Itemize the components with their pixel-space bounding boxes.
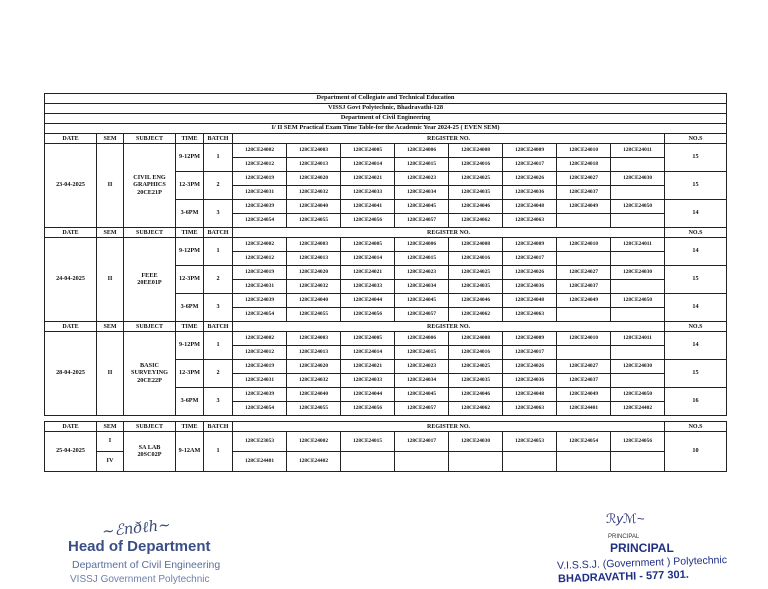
register-no-cell: 128CE24030	[611, 360, 665, 374]
register-no-cell: 128CE24014	[341, 158, 395, 172]
register-no-cell	[341, 452, 395, 472]
time-header: TIME	[176, 134, 204, 144]
time-header: TIME	[176, 322, 204, 332]
register-no-cell: 128CE24053	[503, 432, 557, 452]
sem-cell: II	[97, 238, 124, 322]
batch-header: BATCH	[204, 422, 233, 432]
subject-line: CIVIL ENG	[133, 174, 166, 182]
register-no-cell: 128CE24049	[557, 388, 611, 402]
register-no-cell: 128CE24026	[503, 266, 557, 280]
register-no-cell: 128CE24037	[557, 280, 611, 294]
register-no-cell: 128CE24018	[557, 158, 611, 172]
time-cell: 12-3PM	[176, 266, 204, 294]
register-no-cell: 128CE24055	[287, 214, 341, 228]
register-no-cell: 128CE24050	[611, 294, 665, 308]
register-no-cell: 128CE24050	[611, 388, 665, 402]
register-no-cell: 128CE24045	[395, 200, 449, 214]
count-cell: 16	[665, 388, 727, 416]
register-no-cell: 128CE24003	[287, 332, 341, 346]
register-no-cell: 128CE24031	[233, 374, 287, 388]
register-no-cell: 128CE24030	[611, 172, 665, 186]
table-row	[45, 432, 727, 452]
register-no-cell: 128CE24031	[233, 186, 287, 200]
register-no-cell	[449, 452, 503, 472]
sem-header: SEM	[97, 228, 124, 238]
register-no-cell: 128CE24025	[449, 266, 503, 280]
timetable-sheet	[44, 93, 726, 472]
register-no-cell: 128CE24039	[233, 388, 287, 402]
register-no-cell: 128CE24010	[557, 144, 611, 158]
register-no-cell: 128CE24012	[233, 252, 287, 266]
register-no-cell: 128CE24008	[449, 332, 503, 346]
time-cell: 12-3PM	[176, 360, 204, 388]
register-no-cell: 128CE24054	[233, 308, 287, 322]
register-no-cell: 128CE24033	[341, 280, 395, 294]
register-no-cell: 128CE24057	[395, 308, 449, 322]
date-header: DATE	[45, 422, 97, 432]
register-no-cell: 128CE24045	[395, 388, 449, 402]
batch-cell: 1	[204, 238, 233, 266]
register-no-cell: 128CE24017	[395, 432, 449, 452]
register-header: REGISTER NO.	[233, 228, 665, 238]
batch-cell: 3	[204, 294, 233, 322]
subject-line: SA LAB	[138, 443, 161, 451]
register-no-cell: 128CE24048	[503, 388, 557, 402]
nos-header: NO.S	[665, 134, 727, 144]
principal-small-label: PRINCIPAL	[608, 534, 640, 540]
register-no-cell: 128CE24063	[503, 402, 557, 416]
register-no-cell	[557, 452, 611, 472]
register-no-cell: 128CE24009	[503, 144, 557, 158]
count-cell: 15	[665, 266, 727, 294]
register-no-cell: 128CE24015	[395, 252, 449, 266]
subject-header: SUBJECT	[124, 134, 176, 144]
register-no-cell: 128CE23053	[233, 432, 287, 452]
register-no-cell: 128CE24401	[233, 452, 287, 472]
principal-title: PRINCIPAL	[610, 541, 674, 555]
header-line3: Department of Civil Engineering	[45, 114, 727, 124]
batch-header: BATCH	[204, 134, 233, 144]
register-no-cell: 128CE24056	[611, 432, 665, 452]
register-no-cell: 128CE24026	[503, 172, 557, 186]
batch-cell: 1	[204, 432, 233, 472]
register-no-cell	[557, 308, 611, 322]
count-cell: 14	[665, 294, 727, 322]
subject-line: BASIC	[140, 362, 159, 370]
register-no-cell: 128CE24013	[287, 158, 341, 172]
register-no-cell: 128CE24016	[449, 346, 503, 360]
nos-header: NO.S	[665, 322, 727, 332]
register-no-cell: 128CE24050	[611, 200, 665, 214]
subject-line: SURVEYING	[131, 369, 168, 377]
date-header: DATE	[45, 134, 97, 144]
register-no-cell: 128CE24006	[395, 332, 449, 346]
register-no-cell: 128CE24023	[395, 172, 449, 186]
register-no-cell: 128CE24063	[503, 308, 557, 322]
register-no-cell: 128CE24046	[449, 388, 503, 402]
nos-header: NO.S	[665, 228, 727, 238]
register-no-cell	[611, 452, 665, 472]
register-no-cell: 128CE24036	[503, 186, 557, 200]
register-no-cell: 128CE24033	[341, 186, 395, 200]
register-no-cell: 128CE24032	[287, 280, 341, 294]
time-cell: 12-3PM	[176, 172, 204, 200]
sem-header: SEM	[97, 134, 124, 144]
column-header-row	[45, 422, 727, 432]
header-line4: I/ II SEM Practical Exam Time Table-for the Academic Year 2024-25 ( EVEN SEM)	[45, 124, 727, 134]
register-no-cell: 128CE24035	[449, 280, 503, 294]
sem-cell: II	[97, 144, 124, 228]
sem-cell: I	[97, 432, 124, 452]
time-header: TIME	[176, 228, 204, 238]
register-no-cell: 128CE24014	[341, 252, 395, 266]
register-no-cell: 128CE24030	[449, 432, 503, 452]
register-no-cell: 128CE24036	[503, 280, 557, 294]
subject-line: 20SC02P	[137, 451, 162, 458]
register-no-cell: 128CE24021	[341, 172, 395, 186]
table-row	[45, 144, 727, 158]
count-cell: 14	[665, 238, 727, 266]
register-no-cell: 128CE24054	[557, 432, 611, 452]
register-no-cell: 128CE24048	[503, 294, 557, 308]
register-no-cell: 128CE24012	[233, 158, 287, 172]
register-no-cell: 128CE24032	[287, 186, 341, 200]
register-no-cell: 128CE24008	[449, 144, 503, 158]
register-header: REGISTER NO.	[233, 422, 665, 432]
register-no-cell: 128CE24048	[503, 200, 557, 214]
register-no-cell: 128CE24005	[341, 238, 395, 252]
register-no-cell: 128CE24020	[287, 172, 341, 186]
time-cell: 9-12AM	[176, 432, 204, 472]
register-no-cell: 128CE24062	[449, 214, 503, 228]
register-no-cell	[611, 346, 665, 360]
register-no-cell	[611, 308, 665, 322]
batch-cell: 3	[204, 388, 233, 416]
register-no-cell: 128CE24044	[341, 388, 395, 402]
register-no-cell: 128CE24062	[449, 402, 503, 416]
register-no-cell: 128CE24021	[341, 266, 395, 280]
register-no-cell: 128CE24012	[233, 346, 287, 360]
date-cell: 28-04-2025	[45, 332, 97, 416]
register-no-cell: 128CE24006	[395, 238, 449, 252]
count-cell: 14	[665, 332, 727, 360]
register-no-cell	[557, 252, 611, 266]
register-no-cell: 128CE24035	[449, 374, 503, 388]
hod-title: Head of Department	[68, 538, 211, 555]
batch-cell: 1	[204, 332, 233, 360]
register-no-cell: 128CE24021	[341, 360, 395, 374]
register-header: REGISTER NO.	[233, 134, 665, 144]
count-cell: 15	[665, 144, 727, 172]
register-no-cell: 128CE24016	[449, 158, 503, 172]
register-no-cell: 128CE24037	[557, 374, 611, 388]
register-no-cell: 128CE24003	[287, 144, 341, 158]
register-no-cell: 128CE24027	[557, 266, 611, 280]
subject-line: 20EE01P	[137, 279, 162, 286]
subject-header: SUBJECT	[124, 422, 176, 432]
subject-cell	[124, 332, 176, 416]
register-no-cell: 128CE24057	[395, 402, 449, 416]
register-no-cell: 128CE24010	[557, 238, 611, 252]
register-no-cell: 128CE24006	[395, 144, 449, 158]
register-no-cell: 128CE24049	[557, 200, 611, 214]
register-no-cell: 128CE24034	[395, 280, 449, 294]
register-no-cell: 128CE24023	[395, 266, 449, 280]
date-cell: 25-04-2025	[45, 432, 97, 472]
register-no-cell	[611, 374, 665, 388]
time-cell: 3-6PM	[176, 200, 204, 228]
subject-header: SUBJECT	[124, 228, 176, 238]
register-no-cell: 128CE24041	[341, 200, 395, 214]
register-no-cell: 128CE24015	[395, 158, 449, 172]
sem-cell: IV	[97, 452, 124, 472]
register-no-cell	[557, 346, 611, 360]
register-header: REGISTER NO.	[233, 322, 665, 332]
table-row	[45, 238, 727, 252]
register-no-cell: 128CE24057	[395, 214, 449, 228]
register-no-cell: 128CE24017	[503, 158, 557, 172]
register-no-cell: 128CE24055	[287, 402, 341, 416]
register-no-cell: 128CE24025	[449, 172, 503, 186]
subject-line: GRAPHICS	[133, 181, 166, 189]
register-no-cell: 128CE24014	[341, 346, 395, 360]
register-no-cell: 128CE24011	[611, 144, 665, 158]
register-no-cell: 128CE24040	[287, 294, 341, 308]
register-no-cell: 128CE24040	[287, 200, 341, 214]
register-no-cell: 128CE24054	[233, 214, 287, 228]
register-no-cell: 128CE24045	[395, 294, 449, 308]
count-cell: 10	[665, 432, 727, 472]
register-no-cell: 128CE24016	[449, 252, 503, 266]
register-no-cell	[557, 214, 611, 228]
register-no-cell: 128CE24017	[503, 346, 557, 360]
register-no-cell: 128CE24401	[557, 402, 611, 416]
time-cell: 9-12PM	[176, 144, 204, 172]
nos-header: NO.S	[665, 422, 727, 432]
register-no-cell: 128CE24013	[287, 252, 341, 266]
register-no-cell: 128CE24025	[449, 360, 503, 374]
date-header: DATE	[45, 228, 97, 238]
time-cell: 3-6PM	[176, 388, 204, 416]
register-no-cell: 128CE24044	[341, 294, 395, 308]
register-no-cell: 128CE24005	[341, 332, 395, 346]
batch-cell: 2	[204, 360, 233, 388]
register-no-cell	[611, 252, 665, 266]
register-no-cell: 128CE24011	[611, 238, 665, 252]
register-no-cell: 128CE24049	[557, 294, 611, 308]
register-no-cell: 128CE24008	[449, 238, 503, 252]
sem-header: SEM	[97, 422, 124, 432]
register-no-cell: 128CE24019	[233, 360, 287, 374]
register-no-cell: 128CE24020	[287, 266, 341, 280]
count-cell: 14	[665, 200, 727, 228]
subject-header: SUBJECT	[124, 322, 176, 332]
register-no-cell: 128CE24056	[341, 214, 395, 228]
table-row	[45, 332, 727, 346]
subject-cell	[124, 238, 176, 322]
principal-institution: V.I.S.S.J. (Government ) Polytechnic	[556, 554, 728, 572]
register-no-cell	[503, 452, 557, 472]
register-no-cell: 128CE24040	[287, 388, 341, 402]
register-no-cell: 128CE24017	[503, 252, 557, 266]
header-line2: VISSJ Govt Polytechnic, Bhadravathi-128	[45, 104, 727, 114]
register-no-cell: 128CE24034	[395, 374, 449, 388]
sem-cell: II	[97, 332, 124, 416]
register-no-cell: 128CE24034	[395, 186, 449, 200]
register-no-cell: 128CE24019	[233, 266, 287, 280]
batch-cell: 2	[204, 172, 233, 200]
time-cell: 9-12PM	[176, 332, 204, 360]
register-no-cell: 128CE24055	[287, 308, 341, 322]
register-no-cell: 128CE24036	[503, 374, 557, 388]
register-no-cell: 128CE24009	[503, 238, 557, 252]
register-no-cell: 128CE24402	[611, 402, 665, 416]
column-header-row	[45, 322, 727, 332]
time-cell: 3-6PM	[176, 294, 204, 322]
register-no-cell: 128CE24037	[557, 186, 611, 200]
batch-cell: 3	[204, 200, 233, 228]
time-cell: 9-12PM	[176, 238, 204, 266]
register-no-cell: 128CE24027	[557, 360, 611, 374]
date-cell: 24-04-2025	[45, 238, 97, 322]
column-header-row	[45, 134, 727, 144]
register-no-cell: 128CE24062	[449, 308, 503, 322]
subject-cell	[124, 144, 176, 228]
register-no-cell: 128CE24032	[287, 374, 341, 388]
batch-cell: 1	[204, 144, 233, 172]
register-no-cell: 128CE24056	[341, 402, 395, 416]
sem-header: SEM	[97, 322, 124, 332]
register-no-cell: 128CE24033	[341, 374, 395, 388]
register-no-cell: 128CE24009	[503, 332, 557, 346]
hod-signature: ~ℰnðℓℎ~	[101, 515, 172, 541]
subject-cell	[124, 432, 176, 472]
hod-department: Department of Civil Engineering	[72, 559, 221, 571]
register-no-cell	[611, 186, 665, 200]
register-no-cell	[395, 452, 449, 472]
register-no-cell: 128CE24027	[557, 172, 611, 186]
register-no-cell: 128CE24046	[449, 200, 503, 214]
register-no-cell	[611, 214, 665, 228]
principal-location: BHADRAVATHI - 577 301.	[557, 568, 689, 586]
batch-header: BATCH	[204, 322, 233, 332]
register-no-cell: 128CE24002	[233, 238, 287, 252]
register-no-cell: 128CE24035	[449, 186, 503, 200]
hod-institution: VISSJ Government Polytechnic	[70, 574, 210, 585]
count-cell: 15	[665, 172, 727, 200]
timetable	[44, 93, 727, 472]
register-no-cell: 128CE24031	[233, 280, 287, 294]
register-no-cell: 128CE24011	[611, 332, 665, 346]
register-no-cell: 128CE24030	[611, 266, 665, 280]
register-no-cell: 128CE24019	[233, 172, 287, 186]
column-header-row	[45, 228, 727, 238]
batch-header: BATCH	[204, 228, 233, 238]
register-no-cell: 128CE24026	[503, 360, 557, 374]
register-no-cell: 128CE24039	[233, 200, 287, 214]
register-no-cell: 128CE24020	[287, 360, 341, 374]
subject-line: 20CE21P	[137, 188, 162, 196]
register-no-cell: 128CE24039	[233, 294, 287, 308]
header-line1: Department of Collegiate and Technical Education	[45, 94, 727, 104]
subject-line: FEEE	[141, 271, 158, 279]
register-no-cell: 128CE24063	[503, 214, 557, 228]
register-no-cell: 128CE24002	[233, 144, 287, 158]
register-no-cell: 128CE24010	[557, 332, 611, 346]
subject-line: 20CE22P	[137, 376, 162, 384]
principal-signature: ℛyℳ~	[606, 511, 645, 526]
register-no-cell: 128CE24054	[233, 402, 287, 416]
register-no-cell: 128CE24402	[287, 452, 341, 472]
register-no-cell: 128CE24005	[341, 144, 395, 158]
register-no-cell: 128CE24015	[341, 432, 395, 452]
register-no-cell: 128CE24003	[287, 238, 341, 252]
register-no-cell: 128CE24013	[287, 346, 341, 360]
date-header: DATE	[45, 322, 97, 332]
batch-cell: 2	[204, 266, 233, 294]
register-no-cell: 128CE24056	[341, 308, 395, 322]
time-header: TIME	[176, 422, 204, 432]
register-no-cell	[611, 280, 665, 294]
register-no-cell: 128CE24046	[449, 294, 503, 308]
register-no-cell: 128CE24002	[233, 332, 287, 346]
register-no-cell: 128CE24002	[287, 432, 341, 452]
count-cell: 15	[665, 360, 727, 388]
register-no-cell: 128CE24015	[395, 346, 449, 360]
register-no-cell	[611, 158, 665, 172]
date-cell: 23-04-2025	[45, 144, 97, 228]
register-no-cell: 128CE24023	[395, 360, 449, 374]
